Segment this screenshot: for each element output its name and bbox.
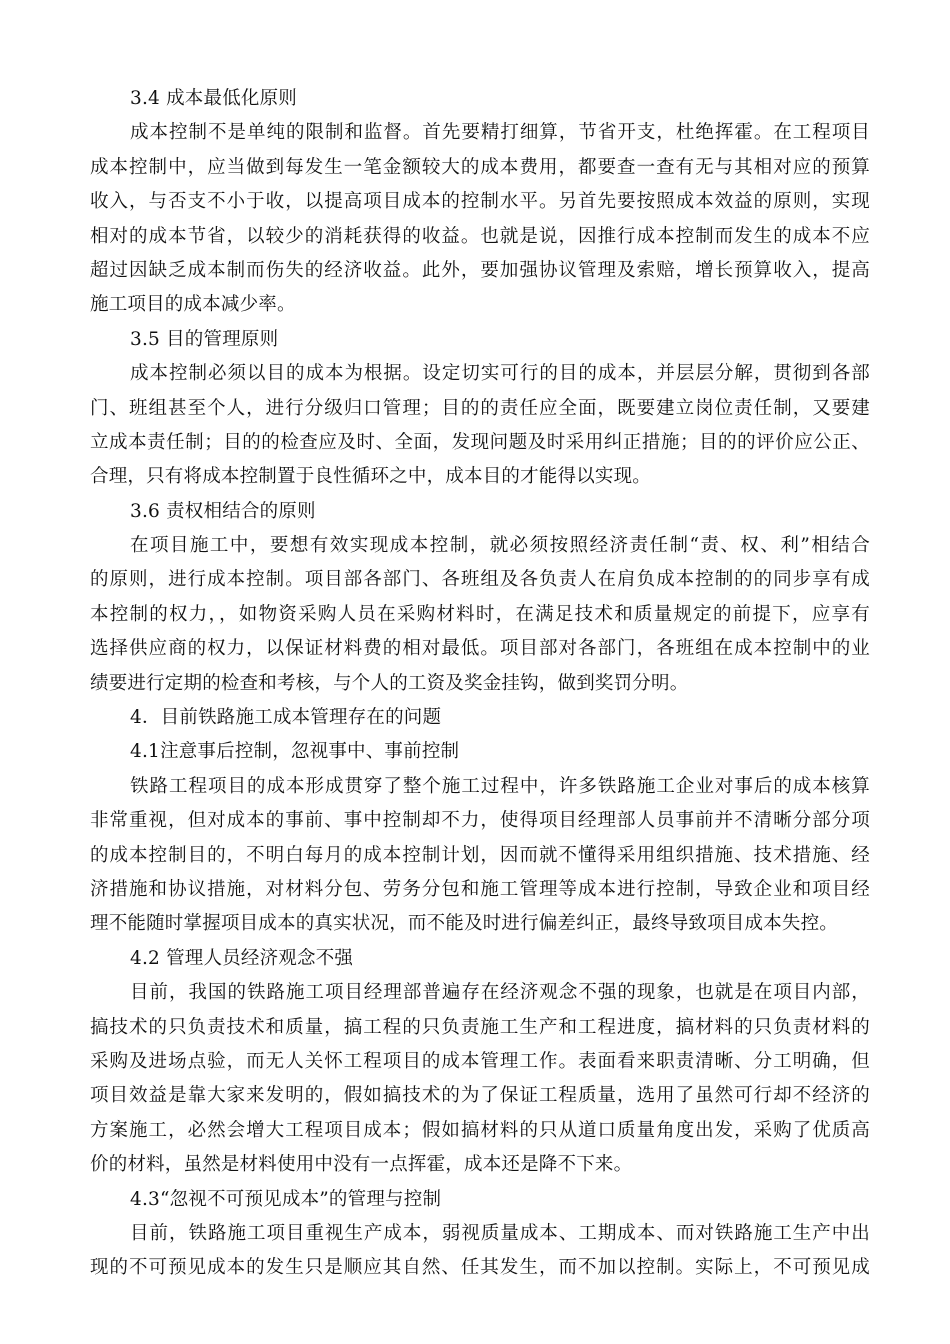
paragraph-line: 铁路工程项目的成本形成贯穿了整个施工过程中，许多铁路施工企业对事后的成本核算 bbox=[130, 775, 870, 797]
paragraph-line: 项目效益是靠大家来发明的，假如搞技术的为了保证工程质量，选用了虽然可行却不经济的 bbox=[90, 1085, 870, 1107]
paragraph-line: 成本控制不是单纯的限制和监督。首先要精打细算，节省开支，杜绝挥霍。在工程项目 bbox=[130, 122, 870, 144]
paragraph-line: 超过因缺乏成本制而伤失的经济收益。此外，要加强协议管理及索赔，增长预算收入，提高 bbox=[90, 259, 870, 281]
paragraph-line: 方案施工，必然会增大工程项目成本；假如搞材料的只从道口质量角度出发，采购了优质高 bbox=[90, 1119, 870, 1141]
paragraph-line: 收入，与否支不小于收，以提高项目成本的控制水平。另首先要按照成本效益的原则，实现 bbox=[90, 191, 870, 213]
section-heading-4: 4．目前铁路施工成本管理存在的问题 bbox=[130, 707, 442, 729]
paragraph-line: 合理，只有将成本控制置于良性循环之中，成本目的才能得以实现。 bbox=[90, 466, 652, 488]
paragraph-line: 目前，我国的铁路施工项目经理部普遍存在经济观念不强的现象，也就是在项目内部， bbox=[130, 982, 870, 1004]
paragraph-line: 的成本控制目的，不明白每月的成本控制计划，因而就不懂得采用组织措施、技术措施、经 bbox=[90, 844, 870, 866]
paragraph-line: 施工项目的成本减少率。 bbox=[90, 294, 296, 316]
paragraph-line: 搞技术的只负责技术和质量，搞工程的只负责施工生产和工程进度，搞材料的只负责材料的 bbox=[90, 1016, 870, 1038]
paragraph-line: 价的材料，虽然是材料使用中没有一点挥霍，成本还是降不下来。 bbox=[90, 1154, 633, 1176]
paragraph-line: 济措施和协议措施，对材料分包、劳务分包和施工管理等成本进行控制，导致企业和项目经 bbox=[90, 878, 870, 900]
paragraph-line: 本控制的权力，，如物资采购人员在采购材料时，在满足技术和质量规定的前提下，应享有 bbox=[90, 603, 870, 625]
paragraph-line: 的原则，进行成本控制。项目部各部门、各班组及各负责人在肩负成本控制的的同步享有成 bbox=[90, 569, 870, 591]
paragraph-line: 绩要进行定期的检查和考核，与个人的工资及奖金挂钩，做到奖罚分明。 bbox=[90, 672, 689, 694]
paragraph-line: 成本控制必须以目的成本为根据。设定切实可行的目的成本，并层层分解，贯彻到各部 bbox=[130, 363, 870, 385]
paragraph-line: 采购及进场点验，而无人关怀工程项目的成本管理工作。表面看来职责清晰、分工明确，但 bbox=[90, 1050, 870, 1072]
paragraph-line: 相对的成本节省，以较少的消耗获得的收益。也就是说，因推行成本控制而发生的成本不应 bbox=[90, 225, 870, 247]
paragraph-line: 门、班组甚至个人，进行分级归口管理；目的的责任应全面，既要建立岗位责任制，又要建 bbox=[90, 397, 870, 419]
paragraph-line: 在项目施工中，要想有效实现成本控制，就必须按照经济责任制“责、权、利”相结合 bbox=[130, 535, 870, 557]
paragraph-line: 立成本责任制；目的的检查应及时、全面，发现问题及时采用纠正措施；目的的评价应公正、 bbox=[90, 431, 870, 453]
paragraph-line: 选择供应商的权力，以保证材料费的相对最低。项目部对各部门，各班组在成本控制中的业 bbox=[90, 638, 870, 660]
paragraph-line: 非常重视，但对成本的事前、事中控制却不力，使得项目经理部人员事前并不清晰分部分项 bbox=[90, 810, 870, 832]
section-heading-4-3: 4.3“忽视不可预见成本”的管理与控制 bbox=[130, 1188, 442, 1210]
section-heading-4-1: 4.1注意事后控制，忽视事中、事前控制 bbox=[130, 741, 460, 763]
paragraph-line: 成本控制中，应当做到每发生一笔金额较大的成本费用，都要查一查有无与其相对应的预算 bbox=[90, 156, 870, 178]
paragraph-line: 现的不可预见成本的发生只是顺应其自然、任其发生，而不加以控制。实际上，不可预见成 bbox=[90, 1257, 870, 1279]
paragraph-line: 理不能随时掌握项目成本的真实状况，而不能及时进行偏差纠正，最终导致项目成本失控。 bbox=[90, 913, 839, 935]
section-heading-3-5: 3.5 目的管理原则 bbox=[130, 328, 279, 350]
section-heading-3-4: 3.4 成本最低化原则 bbox=[130, 88, 298, 109]
paragraph-line: 目前，铁路施工项目重视生产成本，弱视质量成本、工期成本、而对铁路施工生产中出 bbox=[130, 1222, 870, 1244]
section-heading-4-2: 4.2 管理人员经济观念不强 bbox=[130, 947, 354, 969]
document-page bbox=[90, 82, 870, 1286]
section-heading-3-6: 3.6 责权相结合的原则 bbox=[130, 500, 316, 522]
